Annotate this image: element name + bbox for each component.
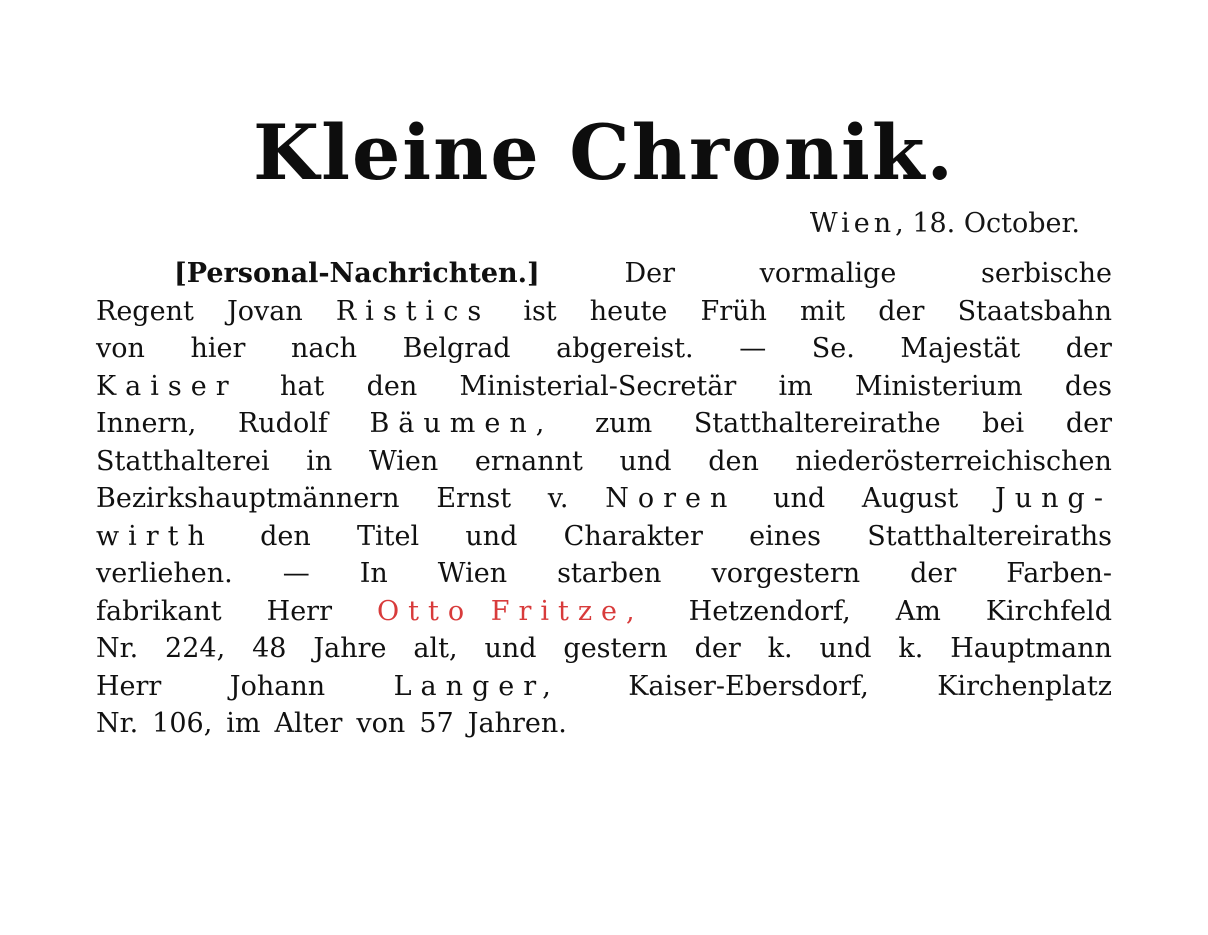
word: Rudolf <box>237 408 328 439</box>
word: von <box>356 708 406 739</box>
word: Langer, <box>393 670 560 702</box>
word: vorgestern <box>711 558 861 589</box>
word: Früh <box>700 295 767 327</box>
word: Statthalterei <box>96 445 270 477</box>
word: — <box>282 558 310 589</box>
word: vormalige <box>759 258 897 289</box>
text-line <box>96 630 1112 668</box>
dateline-city: Wien <box>809 208 896 239</box>
word: Noren <box>605 483 737 514</box>
word: Belgrad <box>402 333 511 364</box>
word: Herr <box>96 670 162 702</box>
word: Kaiser-Ebersdorf, <box>628 670 869 702</box>
dateline <box>810 206 1080 242</box>
word: bei <box>982 408 1025 439</box>
word: In <box>359 558 388 589</box>
word: Staatsbahn <box>957 295 1112 327</box>
word: — <box>739 333 767 364</box>
word: Herr <box>266 595 332 627</box>
word: Jahren. <box>467 708 567 739</box>
word: 106, <box>152 708 213 739</box>
word: Ristics <box>335 295 491 327</box>
word: von <box>96 333 145 364</box>
word: der <box>694 633 741 664</box>
word: Regent <box>96 295 194 327</box>
word: den <box>708 445 759 477</box>
text-line <box>96 330 1112 368</box>
word: abgereist. <box>556 333 694 364</box>
word: im <box>226 708 261 739</box>
word: 224, <box>165 633 226 664</box>
text-line <box>96 405 1112 443</box>
word: Wien <box>437 558 508 589</box>
text-line <box>96 705 1112 743</box>
dateline-date: 18. October. <box>912 208 1080 239</box>
word: eines <box>749 520 821 552</box>
word: Wien <box>368 445 439 477</box>
word: Jovan <box>226 295 303 327</box>
word: starben <box>557 558 662 589</box>
word: Kirchenplatz <box>937 670 1112 702</box>
word: in <box>306 445 333 477</box>
word: Nr. <box>96 633 139 664</box>
word: Alter <box>274 708 343 739</box>
highlighted-name: Otto Fritze, <box>377 595 644 627</box>
word: Se. <box>811 333 855 364</box>
word: Ernst <box>436 483 512 514</box>
text-line <box>96 668 1112 706</box>
word: ist <box>523 295 557 327</box>
word: hat <box>279 370 325 402</box>
text-line <box>96 555 1112 593</box>
word: der <box>878 295 925 327</box>
word: k. <box>767 633 793 664</box>
word: Kaiser <box>96 370 238 402</box>
word: Statthaltereirathe <box>693 408 941 439</box>
word: nach <box>290 333 357 364</box>
word: Am <box>895 595 941 627</box>
word: mit <box>800 295 846 327</box>
text-line <box>96 255 1112 293</box>
word: und <box>819 633 872 664</box>
dateline-separator: , <box>895 208 913 239</box>
text-line <box>96 368 1112 406</box>
word: Kirchfeld <box>985 595 1112 627</box>
word: [Personal-Nachrichten.] <box>174 258 540 289</box>
word: des <box>1064 370 1112 402</box>
word: k. <box>898 633 924 664</box>
word: fabrikant <box>96 595 222 627</box>
word: Nr. <box>96 708 139 739</box>
word: Hetzendorf, <box>688 595 851 627</box>
word: wirth <box>96 520 214 552</box>
word: den <box>260 520 311 552</box>
text-line <box>96 293 1112 331</box>
word: niederösterreichischen <box>795 445 1112 477</box>
word: Ministerium <box>855 370 1023 402</box>
word: Johann <box>229 670 326 702</box>
word: 57 <box>419 708 454 739</box>
word: im <box>778 370 813 402</box>
word: v. <box>547 483 569 514</box>
word: und <box>465 520 518 552</box>
word: Der <box>624 258 676 289</box>
word: Farben- <box>1006 558 1112 589</box>
word: Jahre <box>313 633 387 664</box>
word: und <box>484 633 537 664</box>
word: Titel <box>357 520 420 552</box>
text-line <box>96 480 1112 518</box>
word: der <box>910 558 957 589</box>
word: 48 <box>252 633 287 664</box>
word: August <box>861 483 959 514</box>
word: ernannt <box>474 445 583 477</box>
word: Hauptmann <box>950 633 1112 664</box>
word: verliehen. <box>96 558 233 589</box>
word: Ministerial-Secretär <box>459 370 737 402</box>
article-body <box>96 255 1112 743</box>
word: Bäumen, <box>369 408 554 439</box>
word: serbische <box>980 258 1112 289</box>
word: Bezirkshauptmännern <box>96 483 400 514</box>
word: Charakter <box>563 520 703 552</box>
text-line <box>96 593 1112 631</box>
text-line <box>96 518 1112 556</box>
word: den <box>366 370 418 402</box>
word: Jung- <box>994 483 1112 514</box>
word: und <box>619 445 672 477</box>
section-headline: Kleine Chronik. <box>253 108 955 197</box>
word: Statthaltereiraths <box>867 520 1112 552</box>
word: und <box>773 483 826 514</box>
word: alt, <box>413 633 458 664</box>
word: der <box>1065 333 1112 364</box>
word: zum <box>594 408 653 439</box>
word: hier <box>190 333 246 364</box>
word: Majestät <box>900 333 1021 364</box>
word: Innern, <box>96 408 197 439</box>
word: der <box>1065 408 1112 439</box>
word: gestern <box>563 633 668 664</box>
text-line <box>96 443 1112 481</box>
word: heute <box>589 295 668 327</box>
